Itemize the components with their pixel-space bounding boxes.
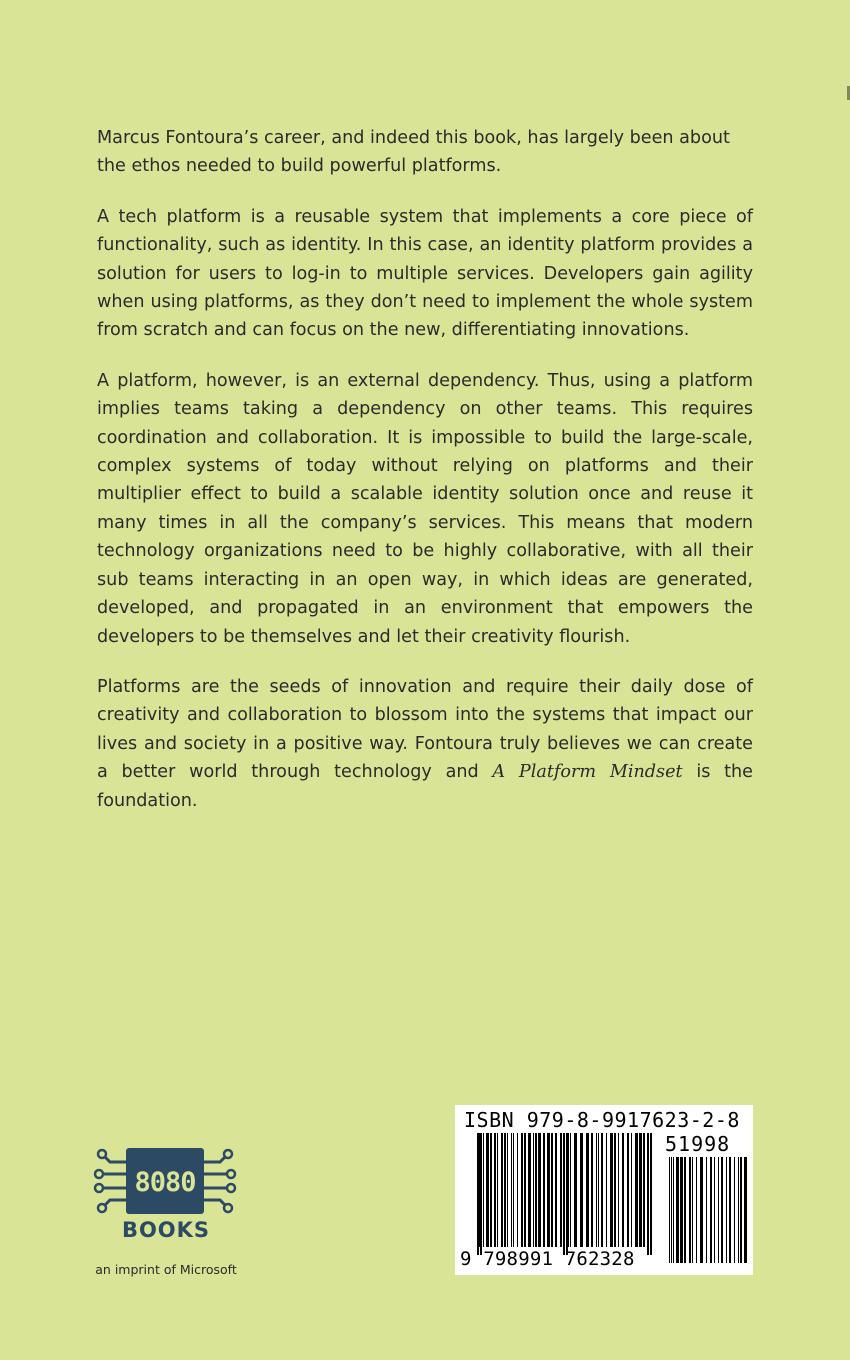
barcode-bar [601, 1133, 603, 1247]
paragraph-4 [97, 673, 753, 815]
closing-text-end: is the foundation. [97, 762, 753, 811]
barcode-bar [726, 1157, 727, 1263]
barcode-bar [504, 1133, 506, 1247]
barcode-bar [555, 1133, 557, 1247]
barcode-bar [580, 1133, 583, 1247]
barcode-bar [497, 1133, 498, 1247]
barcode-bar [511, 1133, 512, 1247]
barcode-bar [551, 1133, 553, 1247]
barcode-bar [501, 1133, 503, 1247]
barcode-bar [494, 1133, 496, 1247]
barcode-bar [676, 1157, 679, 1263]
barcode-bar [689, 1157, 691, 1263]
barcode-guard-bar [566, 1133, 568, 1255]
barcode-bar [631, 1133, 632, 1247]
barcode-bar [598, 1133, 599, 1247]
barcode-bar [490, 1133, 492, 1247]
barcode-bar [680, 1157, 683, 1263]
barcode-guard-bar [563, 1133, 565, 1255]
barcode-bar [700, 1157, 703, 1263]
barcode-bar [507, 1133, 508, 1247]
barcode-bar [639, 1133, 642, 1247]
barcode-bar [706, 1157, 707, 1263]
barcode-bar [714, 1157, 715, 1263]
barcode-bar [734, 1157, 735, 1263]
barcode-bar [547, 1133, 550, 1247]
barcode-guard-bar [650, 1133, 652, 1255]
barcode-bar [538, 1133, 541, 1247]
barcode-bar [729, 1157, 731, 1263]
barcode-bar [643, 1133, 645, 1247]
back-cover-text [97, 124, 753, 837]
barcode-bar [710, 1157, 712, 1263]
publisher-name: BOOKS [121, 1218, 211, 1242]
barcode-bar [533, 1133, 534, 1247]
barcode-bar [622, 1133, 624, 1247]
barcode-bar [627, 1133, 629, 1247]
paragraph-2: A tech platform is a reusable system that implements a core piece of functionality, such as identity. In this case, an identity platform provides a solution for users to log-in to multiple services. Developers gain agility when using platforms, as they don’t need to implement the whole system from scratch and can focus on the new, differentiating innovations. [97, 206, 753, 341]
logo-chip-text: 8080 [134, 1166, 196, 1198]
barcode-bar [483, 1133, 484, 1247]
barcode-bar [486, 1133, 489, 1247]
barcode-bar [744, 1157, 747, 1263]
barcode-bar [574, 1133, 577, 1247]
barcode-bar [721, 1157, 723, 1263]
barcode-bar [606, 1133, 607, 1247]
barcode-bar [692, 1157, 693, 1263]
barcode-bar [524, 1133, 526, 1247]
barcode-guard-bar [477, 1133, 479, 1255]
imprint-line: an imprint of Microsoft [95, 1262, 237, 1277]
barcode-bar [610, 1133, 613, 1247]
barcode-bar [614, 1133, 616, 1247]
closing-text-start: Platforms are the seeds of innovation and require their daily dose of creativity and collaboration to blossom into the systems that impact our lives and society in a positive way. Fontoura truly believes we can create a better world through technology and [97, 676, 753, 783]
barcode-bar [738, 1157, 739, 1263]
barcode-bar [517, 1133, 518, 1247]
barcode-bar [535, 1133, 537, 1247]
barcode-bar [560, 1133, 562, 1247]
isbn-label: ISBN 979-8-9917623-2-8 [464, 1108, 740, 1132]
barcode-bar [669, 1157, 670, 1263]
barcode-bar [596, 1133, 597, 1247]
barcode-bar [740, 1157, 742, 1263]
barcode-bar [513, 1133, 514, 1247]
barcode-bar [521, 1133, 523, 1247]
barcode-guard-bar [480, 1133, 482, 1255]
ean-digits: 9 798991 762328 [460, 1248, 635, 1270]
publisher-logo [92, 1140, 240, 1280]
barcode-bar [684, 1157, 686, 1263]
isbn-barcode [455, 1105, 753, 1275]
barcode-bar [718, 1157, 719, 1263]
paragraph-1: Marcus Fontoura’s career, and indeed this book, has largely been about the ethos needed to build powerful platforms. [97, 128, 730, 177]
barcode-bar [673, 1157, 674, 1263]
barcode-bar [528, 1133, 531, 1247]
paragraph-3: A platform, however, is an external dependency. Thus, using a platform implies teams taking a dependency on other teams. This requires coordination and collaboration. It is impossible to build the large-scale, complex systems of today without relying on platforms and their multiplier effect to build a scalable identity solution once and reuse it many times in all the company’s services. This means that modern technology organizations need to be highly collaborative, with all their sub teams interacting in an open way, in which ideas are generated, developed, and propagated in an environment that empowers the developers to be themselves and let their creativity flourish. [97, 370, 753, 647]
book-title: A Platform Mindset [492, 762, 683, 783]
barcode-bar [591, 1133, 593, 1247]
barcode-bar [570, 1133, 571, 1247]
barcode-guard-bar [647, 1133, 649, 1255]
barcode-bar [586, 1133, 589, 1247]
price-code: 51998 [665, 1132, 731, 1156]
barcode-bar [618, 1133, 619, 1247]
barcode-bar [696, 1157, 697, 1263]
barcode-bar [671, 1157, 672, 1263]
barcode-bar [635, 1133, 638, 1247]
barcode-bar [543, 1133, 545, 1247]
